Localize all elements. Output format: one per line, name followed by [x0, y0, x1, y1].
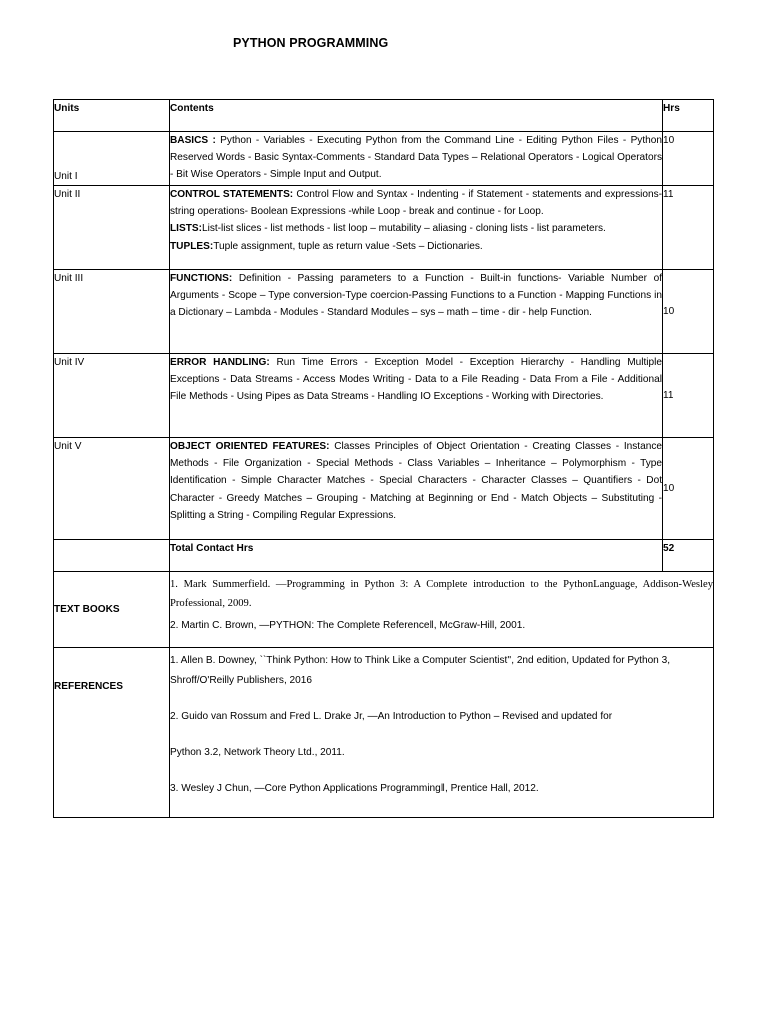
- header-contents: Contents: [170, 100, 663, 132]
- unit-label: Unit I: [54, 132, 170, 186]
- reference-item: 3. Wesley J Chun, ―Core Python Applications Programming‖, Prentice Hall, 2012.: [170, 783, 539, 794]
- unit-contents: [170, 132, 663, 186]
- unit-text: Definition - Passing parameters to a Function - Built-in functions- Variable Number of Arguments - Scope – Type conversion-Type coercion-Passing Functions to a Function - Mapping Functions in a Dictionary – Lambda - Modules - Standard Modules – sys – math – time - dir - help Function.: [170, 273, 662, 319]
- text-books-list: [170, 572, 714, 648]
- unit-row: [54, 132, 714, 186]
- unit-heading: TUPLES:: [170, 240, 214, 252]
- unit-heading: BASICS :: [170, 135, 216, 146]
- header-units: Units: [54, 100, 170, 132]
- unit-text: Tuple assignment, tuple as return value -Sets – Dictionaries.: [213, 240, 483, 252]
- text-books-label: TEXT BOOKS: [54, 572, 170, 648]
- unit-contents: [170, 354, 663, 438]
- unit-text: Run Time Errors - Exception Model - Exception Hierarchy - Handling Multiple Exceptions - Data Streams - Access Modes Writing - Data to a File Reading - Data From a File - Additional File Methods - Using Pipes as Data Streams - Handling IO Exceptions - Working with Directories.: [170, 357, 662, 403]
- unit-row: [54, 270, 714, 354]
- unit-text: List-list slices - list methods - list loop – mutability – aliasing - cloning lists - list parameters.: [201, 223, 606, 235]
- unit-hrs: 10: [663, 438, 714, 540]
- unit-contents: [170, 186, 663, 270]
- unit-hrs: 11: [663, 186, 714, 270]
- unit-heading: LISTS:: [170, 223, 202, 235]
- reference-item: Python 3.2, Network Theory Ltd., 2011.: [170, 747, 345, 758]
- reference-item: 1. Allen B. Downey, ``Think Python: How to Think Like a Computer Scientist'', 2nd edition, Updated for Python 3, Shroff/O'Reilly Publishers, 2016: [170, 655, 671, 686]
- unit-heading: OBJECT ORIENTED FEATURES:: [170, 441, 330, 452]
- unit-row: [54, 354, 714, 438]
- unit-hrs: 10: [663, 132, 714, 186]
- page-title: PYTHON PROGRAMMING: [233, 36, 389, 50]
- unit-label: Unit V: [54, 438, 170, 540]
- unit-text: Control Flow and Syntax - Indenting - if Statement - statements and expressions- string operations- Boolean Expressions -while Loop - break and continue - for Loop.: [170, 189, 662, 218]
- unit-contents: [170, 270, 663, 354]
- unit-hrs: 10: [663, 270, 714, 354]
- total-row: [54, 540, 714, 572]
- total-label: Total Contact Hrs: [170, 540, 663, 572]
- unit-contents: [170, 438, 663, 540]
- reference-item: 2. Guido van Rossum and Fred L. Drake Jr, ―An Introduction to Python – Revised and updated for: [170, 711, 613, 722]
- total-hrs: 52: [663, 540, 714, 572]
- table-header-row: [54, 100, 714, 132]
- unit-heading: CONTROL STATEMENTS:: [170, 189, 294, 200]
- references-label: REFERENCES: [54, 648, 170, 818]
- text-book-item: 2. Martin C. Brown, ―PYTHON: The Complete Reference‖, McGraw-Hill, 2001.: [170, 620, 526, 631]
- unit-row: [54, 438, 714, 540]
- unit-heading: FUNCTIONS:: [170, 273, 233, 284]
- unit-label: Unit II: [54, 186, 170, 270]
- unit-row: [54, 186, 714, 270]
- references-row: [54, 648, 714, 818]
- unit-text: Classes Principles of Object Orientation - Creating Classes - Instance Methods - File Organization - Special Methods - Class Variables – Inheritance – Polymorphism - Type Identification - Simple Character Matches - Special Characters - Character Classes – Quantifiers - Dot Character - Greedy Matches – Grouping - Matching at Beginning or End - Match Objects – Substituting - Splitting a String - Compiling Regular Expressions.: [170, 441, 662, 521]
- unit-heading: ERROR HANDLING:: [170, 357, 270, 368]
- syllabus-table: [53, 99, 714, 818]
- header-hrs: Hrs: [663, 100, 714, 132]
- references-list: [170, 648, 714, 818]
- unit-label: Unit IV: [54, 354, 170, 438]
- text-books-row: [54, 572, 714, 648]
- unit-label: Unit III: [54, 270, 170, 354]
- unit-text: Python - Variables - Executing Python from the Command Line - Editing Python Files - Python Reserved Words - Basic Syntax-Comments - Standard Data Types – Relational Operators - Logical Operators - Bit Wise Operators - Simple Input and Output.: [170, 135, 662, 181]
- unit-hrs: 11: [663, 354, 714, 438]
- text-book-item: 1. Mark Summerfield. ―Programming in Python 3: A Complete introduction to the PythonLanguage, Addison-Wesley Professional, 2009.: [170, 579, 713, 609]
